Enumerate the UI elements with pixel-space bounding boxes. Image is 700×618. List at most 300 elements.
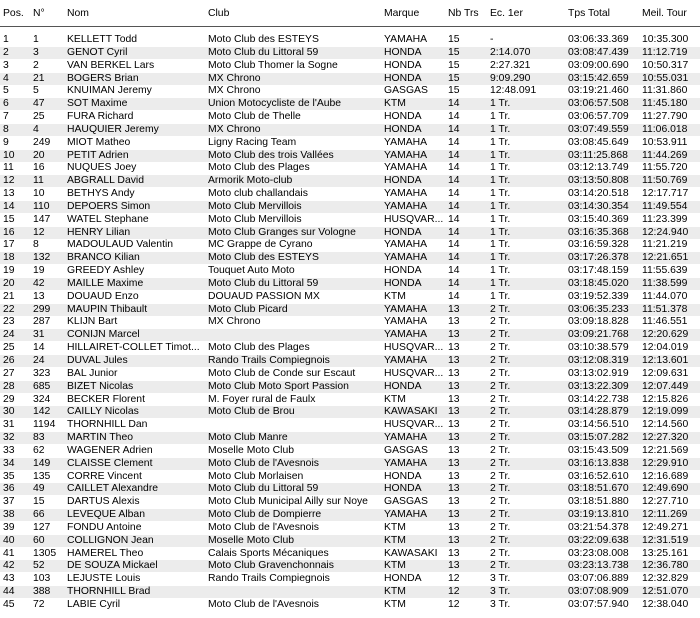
cell-tps-total: 03:08:47.439 — [568, 46, 629, 58]
cell-club: Armorik Moto-club — [208, 175, 293, 187]
cell-tps-total: 03:16:35.368 — [568, 226, 629, 238]
cell-club: Moto Club Mervillois — [208, 213, 302, 225]
cell-num: 42 — [33, 277, 45, 289]
cell-nb-trs: 13 — [448, 419, 460, 431]
cell-club: Moto Club Thomer la Sogne — [208, 59, 338, 71]
cell-marque: HONDA — [384, 59, 422, 71]
cell-meil-tour: 12:36.780 — [642, 560, 689, 572]
cell-pos: 44 — [3, 586, 15, 598]
table-row — [0, 560, 700, 572]
cell-num: 10 — [33, 188, 45, 200]
cell-meil-tour: 11:44.269 — [642, 149, 688, 161]
cell-num: 1 — [33, 34, 39, 45]
cell-marque: KTM — [384, 98, 406, 110]
cell-pos: 34 — [3, 457, 15, 469]
cell-ec-1er: 2 Tr. — [490, 393, 511, 405]
table-row — [0, 304, 700, 316]
cell-ec-1er: 1 Tr. — [490, 239, 511, 251]
cell-tps-total: 03:06:33.369 — [568, 34, 629, 45]
cell-meil-tour: 12:04.019 — [642, 342, 689, 354]
cell-meil-tour: 12:49.271 — [642, 521, 689, 533]
cell-nom: DOUAUD Enzo — [67, 290, 139, 302]
cell-tps-total: 03:16:59.328 — [568, 239, 629, 251]
cell-num: 149 — [33, 457, 51, 469]
cell-nom: HAUQUIER Jeremy — [67, 123, 159, 135]
cell-num: 25 — [33, 111, 45, 123]
table-row — [0, 342, 700, 354]
cell-nom: PETIT Adrien — [67, 149, 129, 161]
cell-ec-1er: 2 Tr. — [490, 432, 511, 444]
cell-num: 135 — [33, 470, 51, 482]
cell-tps-total: 03:16:13.838 — [568, 457, 629, 469]
cell-nb-trs: 14 — [448, 277, 460, 289]
cell-num: 47 — [33, 98, 45, 110]
table-row — [0, 227, 700, 239]
cell-tps-total: 03:10:38.579 — [568, 342, 629, 354]
cell-nom: BETHYS Andy — [67, 188, 135, 200]
cell-num: 388 — [33, 586, 51, 598]
cell-tps-total: 03:13:22.309 — [568, 380, 629, 392]
cell-nom: WAGENER Adrien — [67, 444, 153, 456]
cell-club: Moto Club de Brou — [208, 406, 295, 418]
table-row — [0, 599, 700, 611]
cell-marque: YAMAHA — [384, 303, 428, 315]
cell-nom: CONIJN Marcel — [67, 329, 140, 341]
cell-num: 83 — [33, 432, 45, 444]
cell-marque: YAMAHA — [384, 355, 428, 366]
cell-nb-trs: 12 — [448, 573, 460, 585]
cell-ec-1er: 2 Tr. — [490, 483, 511, 495]
cell-club: MC Grappe de Cyrano — [208, 239, 313, 251]
cell-ec-1er: 1 Tr. — [490, 188, 511, 200]
cell-marque: HONDA — [384, 265, 422, 277]
cell-nom: WATEL Stephane — [67, 213, 149, 225]
cell-pos: 36 — [3, 483, 15, 495]
table-row — [0, 252, 700, 264]
cell-pos: 5 — [3, 85, 9, 97]
cell-ec-1er: 1 Tr. — [490, 123, 511, 135]
cell-pos: 20 — [3, 277, 15, 289]
cell-tps-total: 03:15:40.369 — [568, 213, 629, 225]
cell-marque: GASGAS — [384, 496, 428, 508]
cell-ec-1er: - — [490, 34, 494, 45]
cell-meil-tour: 12:21.651 — [642, 252, 689, 264]
cell-nom: MARTIN Theo — [67, 432, 134, 444]
cell-marque: KTM — [384, 560, 406, 572]
cell-tps-total: 03:18:51.670 — [568, 483, 629, 495]
cell-marque: KTM — [384, 598, 406, 610]
cell-tps-total: 03:21:54.378 — [568, 521, 629, 533]
cell-pos: 17 — [3, 239, 15, 251]
cell-club: Moto Club des ESTEYS — [208, 252, 319, 264]
cell-club: Moto Club des Plages — [208, 342, 310, 354]
cell-meil-tour: 12:07.449 — [642, 380, 689, 392]
cell-club: Moto club challandais — [208, 188, 308, 200]
cell-pos: 30 — [3, 406, 15, 418]
cell-num: 5 — [33, 85, 39, 97]
cell-marque: KTM — [384, 393, 406, 405]
table-row — [0, 265, 700, 277]
cell-nb-trs: 14 — [448, 175, 460, 187]
cell-meil-tour: 11:12.719 — [642, 46, 688, 58]
cell-pos: 2 — [3, 46, 9, 58]
cell-nb-trs: 15 — [448, 34, 460, 45]
cell-nom: MIOT Matheo — [67, 136, 131, 148]
cell-marque: YAMAHA — [384, 252, 428, 264]
cell-nom: MAILLE Maxime — [67, 277, 144, 289]
cell-club: Moto Club Mervillois — [208, 200, 302, 212]
cell-pos: 45 — [3, 598, 15, 610]
cell-nb-trs: 13 — [448, 367, 460, 379]
cell-club: Moto Club des Plages — [208, 162, 310, 174]
cell-club: Moselle Moto Club — [208, 534, 295, 546]
cell-nb-trs: 13 — [448, 380, 460, 392]
cell-ec-1er: 1 Tr. — [490, 265, 511, 277]
table-row — [0, 188, 700, 200]
cell-nom: HAMEREL Theo — [67, 547, 144, 559]
cell-club: Moto Club de Thelle — [208, 111, 301, 123]
cell-pos: 11 — [3, 162, 14, 174]
cell-nom: MAUPIN Thibault — [67, 303, 148, 315]
cell-tps-total: 03:17:26.378 — [568, 252, 629, 264]
cell-ec-1er: 1 Tr. — [490, 277, 511, 289]
cell-tps-total: 03:23:13.738 — [568, 560, 629, 572]
cell-nom: SOT Maxime — [67, 98, 128, 110]
cell-tps-total: 03:09:21.768 — [568, 329, 629, 341]
cell-nb-trs: 13 — [448, 521, 460, 533]
cell-club: Moto Club de Dompierre — [208, 509, 322, 521]
cell-meil-tour: 10:55.031 — [642, 72, 689, 84]
cell-meil-tour: 12:11.269 — [642, 509, 688, 521]
cell-tps-total: 03:09:18.828 — [568, 316, 629, 328]
table-row — [0, 214, 700, 226]
cell-ec-1er: 1 Tr. — [490, 252, 511, 264]
cell-pos: 6 — [3, 98, 9, 110]
cell-ec-1er: 9:09.290 — [490, 72, 531, 84]
table-row — [0, 381, 700, 393]
cell-marque: YAMAHA — [384, 316, 428, 328]
cell-meil-tour: 10:35.300 — [642, 34, 689, 45]
cell-club: Moto Club du Littoral 59 — [208, 277, 319, 289]
cell-pos: 18 — [3, 252, 15, 264]
cell-nom: HILLAIRET-COLLET Timot... — [67, 342, 200, 354]
table-row — [0, 458, 700, 470]
cell-ec-1er: 1 Tr. — [490, 290, 511, 302]
cell-num: 13 — [33, 290, 45, 302]
cell-ec-1er: 3 Tr. — [490, 586, 511, 598]
table-row — [0, 85, 700, 97]
cell-meil-tour: 11:55.720 — [642, 162, 688, 174]
cell-pos: 4 — [3, 72, 9, 84]
cell-club: MX Chrono — [208, 85, 261, 97]
cell-num: 685 — [33, 380, 51, 392]
cell-meil-tour: 12:21.569 — [642, 444, 689, 456]
cell-nb-trs: 13 — [448, 316, 460, 328]
cell-num: 110 — [33, 200, 50, 212]
cell-marque: YAMAHA — [384, 200, 428, 212]
cell-pos: 23 — [3, 316, 15, 328]
cell-ec-1er: 2 Tr. — [490, 342, 511, 354]
cell-ec-1er: 3 Tr. — [490, 598, 511, 610]
cell-ec-1er: 1 Tr. — [490, 111, 511, 123]
cell-meil-tour: 11:51.378 — [642, 303, 688, 315]
cell-club: Moto Club de l'Avesnois — [208, 457, 319, 469]
cell-club: Moto Club Granges sur Vologne — [208, 226, 356, 238]
cell-club: MX Chrono — [208, 123, 261, 135]
cell-num: 20 — [33, 149, 45, 161]
cell-meil-tour: 12:49.690 — [642, 483, 689, 495]
cell-num: 12 — [33, 226, 45, 238]
cell-tps-total: 03:07:08.909 — [568, 586, 629, 598]
cell-num: 8 — [33, 239, 39, 251]
cell-marque: HONDA — [384, 72, 422, 84]
cell-num: 324 — [33, 393, 51, 405]
cell-nom: DARTUS Alexis — [67, 496, 140, 508]
table-row — [0, 406, 700, 418]
cell-nb-trs: 15 — [448, 46, 460, 58]
cell-tps-total: 03:07:57.940 — [568, 598, 629, 610]
cell-nb-trs: 14 — [448, 239, 460, 251]
cell-pos: 31 — [3, 419, 15, 431]
cell-nom: CAILLY Nicolas — [67, 406, 139, 418]
cell-club: Moselle Moto Club — [208, 444, 295, 456]
table-row — [0, 201, 700, 213]
cell-num: 14 — [33, 342, 45, 354]
cell-meil-tour: 12:32.829 — [642, 573, 689, 585]
cell-meil-tour: 11:44.070 — [642, 290, 688, 302]
cell-num: 103 — [33, 573, 51, 585]
table-row — [0, 73, 700, 85]
table-row — [0, 278, 700, 290]
cell-meil-tour: 12:27.710 — [642, 496, 689, 508]
table-row — [0, 368, 700, 380]
cell-pos: 28 — [3, 380, 15, 392]
table-row — [0, 509, 700, 521]
cell-nom: CORRE Vincent — [67, 470, 142, 482]
cell-club: Moto Club de l'Avesnois — [208, 521, 319, 533]
cell-pos: 9 — [3, 136, 9, 148]
cell-meil-tour: 12:09.631 — [642, 367, 689, 379]
cell-ec-1er: 2 Tr. — [490, 444, 511, 456]
cell-club: Moto Club de Conde sur Escaut — [208, 367, 356, 379]
cell-marque: YAMAHA — [384, 239, 428, 251]
cell-club: M. Foyer rural de Faulx — [208, 393, 316, 405]
cell-nom: NUQUES Joey — [67, 162, 137, 174]
cell-marque: YAMAHA — [384, 188, 428, 200]
cell-nb-trs: 13 — [448, 342, 460, 354]
cell-ec-1er: 2 Tr. — [490, 496, 511, 508]
cell-num: 11 — [33, 175, 44, 187]
cell-nom: LABIE Cyril — [67, 598, 121, 610]
cell-num: 62 — [33, 444, 45, 456]
cell-meil-tour: 12:14.560 — [642, 419, 689, 431]
cell-tps-total: 03:19:13.810 — [568, 509, 629, 521]
cell-pos: 42 — [3, 560, 15, 572]
cell-nom: BIZET Nicolas — [67, 380, 134, 392]
cell-nom: CLAISSE Clement — [67, 457, 153, 469]
cell-num: 3 — [33, 46, 39, 58]
cell-marque: YAMAHA — [384, 34, 428, 45]
cell-meil-tour: 12:51.070 — [642, 586, 689, 598]
cell-ec-1er: 1 Tr. — [490, 226, 511, 238]
cell-marque: HONDA — [384, 123, 422, 135]
cell-nb-trs: 12 — [448, 586, 460, 598]
cell-nom: KLIJN Bart — [67, 316, 118, 328]
table-row — [0, 586, 700, 598]
cell-num: 1194 — [33, 419, 56, 431]
cell-meil-tour: 11:38.599 — [642, 277, 688, 289]
cell-tps-total: 03:13:02.919 — [568, 367, 629, 379]
cell-nb-trs: 14 — [448, 123, 460, 135]
cell-meil-tour: 11:23.399 — [642, 213, 688, 225]
cell-meil-tour: 13:25.161 — [642, 547, 689, 559]
cell-pos: 33 — [3, 444, 15, 456]
cell-ec-1er: 2 Tr. — [490, 316, 511, 328]
cell-pos: 37 — [3, 496, 15, 508]
cell-nb-trs: 14 — [448, 162, 460, 174]
cell-nom: CAILLET Alexandre — [67, 483, 159, 495]
cell-meil-tour: 12:29.910 — [642, 457, 689, 469]
cell-nom: THORNHILL Brad — [67, 586, 151, 598]
cell-pos: 14 — [3, 200, 15, 212]
cell-nb-trs: 13 — [448, 303, 460, 315]
cell-tps-total: 03:14:20.518 — [568, 188, 629, 200]
cell-nom: COLLIGNON Jean — [67, 534, 154, 546]
cell-nb-trs: 13 — [448, 457, 460, 469]
cell-club: Moto Club Moto Sport Passion — [208, 380, 349, 392]
cell-marque: KTM — [384, 534, 406, 546]
cell-num: 323 — [33, 367, 51, 379]
cell-meil-tour: 11:31.860 — [642, 85, 688, 97]
table-row — [0, 471, 700, 483]
cell-ec-1er: 3 Tr. — [490, 573, 511, 585]
cell-nom: DUVAL Jules — [67, 355, 128, 366]
cell-marque: KTM — [384, 586, 406, 598]
cell-meil-tour: 12:27.320 — [642, 432, 689, 444]
cell-nom: LEVEQUE Alban — [67, 509, 145, 521]
cell-num: 147 — [33, 213, 51, 225]
cell-pos: 25 — [3, 342, 15, 354]
table-row — [0, 34, 700, 46]
cell-marque: HUSQVAR... — [384, 367, 444, 379]
cell-meil-tour: 12:38.040 — [642, 598, 689, 610]
cell-marque: GASGAS — [384, 85, 428, 97]
cell-nom: MADOULAUD Valentin — [67, 239, 174, 251]
cell-num: 52 — [33, 560, 45, 572]
table-row — [0, 291, 700, 303]
cell-nb-trs: 15 — [448, 59, 460, 71]
cell-pos: 10 — [3, 149, 15, 161]
cell-nom: BRANCO Kilian — [67, 252, 140, 264]
cell-marque: KAWASAKI — [384, 406, 438, 418]
cell-ec-1er: 2 Tr. — [490, 419, 511, 431]
cell-club: Moto Club de l'Avesnois — [208, 598, 319, 610]
cell-pos: 1 — [3, 34, 9, 45]
header-pos: Pos. — [3, 8, 24, 19]
cell-nom: THORNHILL Dan — [67, 419, 148, 431]
cell-ec-1er: 2 Tr. — [490, 560, 511, 572]
cell-tps-total: 03:19:21.460 — [568, 85, 629, 97]
cell-pos: 38 — [3, 509, 15, 521]
cell-nb-trs: 14 — [448, 149, 460, 161]
table-row — [0, 432, 700, 444]
cell-meil-tour: 10:50.317 — [642, 59, 689, 71]
cell-tps-total: 03:06:57.709 — [568, 111, 629, 123]
cell-marque: HONDA — [384, 470, 422, 482]
cell-club: Moto Club des trois Vallées — [208, 149, 334, 161]
cell-nb-trs: 14 — [448, 136, 460, 148]
cell-club: Rando Trails Compiegnois — [208, 355, 330, 366]
cell-nom: HENRY Lilian — [67, 226, 131, 238]
table-row — [0, 111, 700, 123]
cell-meil-tour: 11:21.219 — [642, 239, 688, 251]
cell-num: 19 — [33, 265, 45, 277]
cell-meil-tour: 12:19.099 — [642, 406, 689, 418]
cell-nb-trs: 14 — [448, 188, 460, 200]
cell-pos: 24 — [3, 329, 15, 341]
cell-nom: GREEDY Ashley — [67, 265, 145, 277]
cell-tps-total: 03:19:52.339 — [568, 290, 629, 302]
cell-pos: 41 — [3, 547, 15, 559]
cell-tps-total: 03:14:56.510 — [568, 419, 629, 431]
cell-club: Rando Trails Compiegnois — [208, 573, 330, 585]
cell-tps-total: 03:18:51.880 — [568, 496, 629, 508]
cell-club: Moto Club Municipal Ailly sur Noye — [208, 496, 368, 508]
cell-tps-total: 03:12:08.319 — [568, 355, 629, 366]
cell-nb-trs: 13 — [448, 483, 460, 495]
cell-tps-total: 03:07:49.559 — [568, 123, 629, 135]
cell-tps-total: 03:15:43.509 — [568, 444, 629, 456]
cell-nb-trs: 15 — [448, 72, 460, 84]
cell-tps-total: 03:08:45.649 — [568, 136, 629, 148]
cell-pos: 29 — [3, 393, 15, 405]
cell-marque: HONDA — [384, 380, 422, 392]
cell-tps-total: 03:14:30.354 — [568, 200, 629, 212]
cell-nom: FONDU Antoine — [67, 521, 142, 533]
cell-ec-1er: 2 Tr. — [490, 521, 511, 533]
table-header — [0, 0, 700, 27]
cell-tps-total: 03:12:13.749 — [568, 162, 629, 174]
cell-marque: KTM — [384, 290, 406, 302]
cell-nom: KELLETT Todd — [67, 34, 138, 45]
cell-tps-total: 03:11:25.868 — [568, 149, 628, 161]
cell-meil-tour: 12:31.519 — [642, 534, 689, 546]
cell-meil-tour: 11:27.790 — [642, 111, 688, 123]
cell-club: MX Chrono — [208, 72, 261, 84]
cell-club: Moto Club du Littoral 59 — [208, 46, 319, 58]
cell-nb-trs: 13 — [448, 432, 460, 444]
cell-ec-1er: 1 Tr. — [490, 162, 511, 174]
table-row — [0, 573, 700, 585]
cell-meil-tour: 12:24.940 — [642, 226, 689, 238]
cell-ec-1er: 2 Tr. — [490, 509, 511, 521]
cell-meil-tour: 10:53.911 — [642, 136, 688, 148]
header-meil-tour: Meil. Tour — [642, 8, 687, 19]
cell-pos: 16 — [3, 226, 15, 238]
table-row — [0, 535, 700, 547]
cell-pos: 21 — [3, 290, 15, 302]
cell-tps-total: 03:09:00.690 — [568, 59, 629, 71]
cell-club: Moto Club Picard — [208, 303, 288, 315]
cell-nb-trs: 14 — [448, 200, 460, 212]
cell-nom: BECKER Florent — [67, 393, 145, 405]
cell-nb-trs: 14 — [448, 226, 460, 238]
cell-ec-1er: 2 Tr. — [490, 367, 511, 379]
cell-ec-1er: 2 Tr. — [490, 457, 511, 469]
table-row — [0, 419, 700, 431]
cell-num: 299 — [33, 303, 51, 315]
cell-pos: 15 — [3, 213, 15, 225]
